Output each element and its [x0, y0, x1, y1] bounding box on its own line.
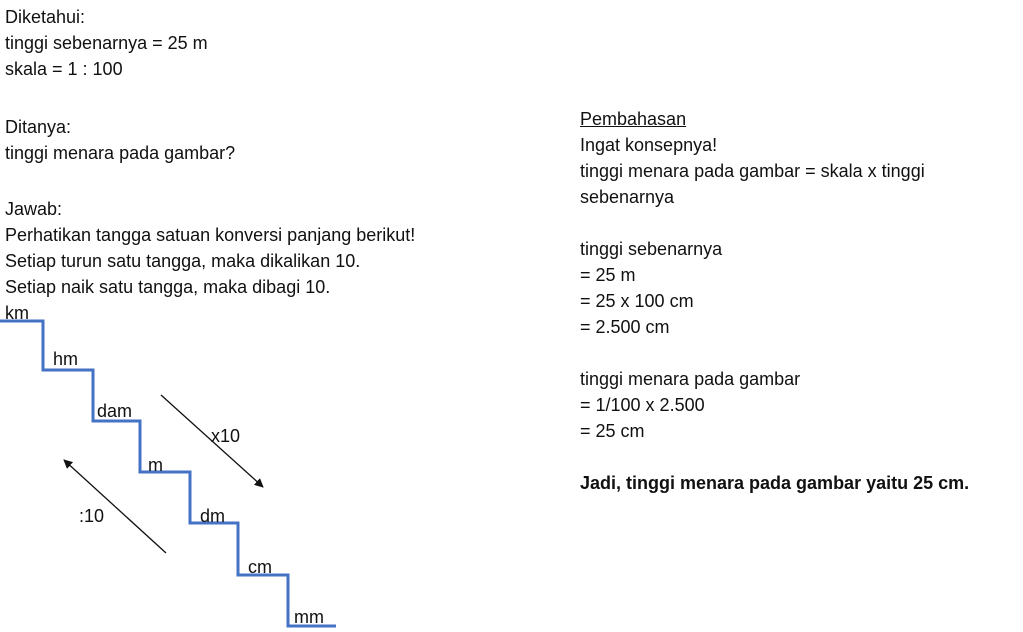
spacer — [580, 340, 969, 366]
unit-label-dm: dm — [200, 506, 226, 526]
spacer — [580, 210, 969, 236]
answer-line-1: Perhatikan tangga satuan konversi panjang berikut! — [5, 225, 416, 245]
step2-line-2: = 1/100 x 2.500 — [580, 395, 705, 415]
step1-line-1: tinggi sebenarnya — [580, 239, 723, 259]
step2-line-1: tinggi menara pada gambar — [580, 369, 801, 389]
asked-line: tinggi menara pada gambar? — [5, 143, 236, 163]
unit-label-hm: hm — [53, 349, 79, 369]
spacer — [580, 444, 969, 470]
unit-label-m: m — [148, 455, 163, 475]
step1-line-2: = 25 m — [580, 265, 636, 285]
intro-line-3: sebenarnya — [580, 187, 675, 207]
asked-heading: Ditanya: — [5, 117, 72, 137]
explanation-heading: Pembahasan — [580, 109, 687, 129]
staircase-line — [0, 321, 336, 626]
unit-label-cm: cm — [248, 557, 272, 577]
answer-heading: Jawab: — [5, 199, 63, 219]
intro-line-1: Ingat konsepnya! — [580, 135, 718, 155]
step2-line-3: = 25 cm — [580, 421, 645, 441]
divide-label: :10 — [79, 506, 105, 526]
answer-line-2: Setiap turun satu tangga, maka dikalikan 10. — [5, 251, 361, 271]
unit-label-km: km — [5, 303, 29, 323]
known-line-height: tinggi sebenarnya = 25 m — [5, 33, 208, 53]
intro-line-2: tinggi menara pada gambar = skala x tinggi — [580, 161, 925, 181]
unit-label-dam: dam — [97, 401, 133, 421]
step1-line-3: = 25 x 100 cm — [580, 291, 694, 311]
answer-line-3: Setiap naik satu tangga, maka dibagi 10. — [5, 277, 331, 297]
known-line-scale: skala = 1 : 100 — [5, 59, 123, 79]
multiply-label: x10 — [211, 426, 241, 446]
conclusion: Jadi, tinggi menara pada gambar yaitu 25 cm. — [580, 473, 970, 493]
explanation-section — [580, 106, 969, 496]
unit-label-mm: mm — [294, 607, 324, 627]
known-heading: Diketahui: — [5, 7, 86, 27]
step1-line-4: = 2.500 cm — [580, 317, 670, 337]
